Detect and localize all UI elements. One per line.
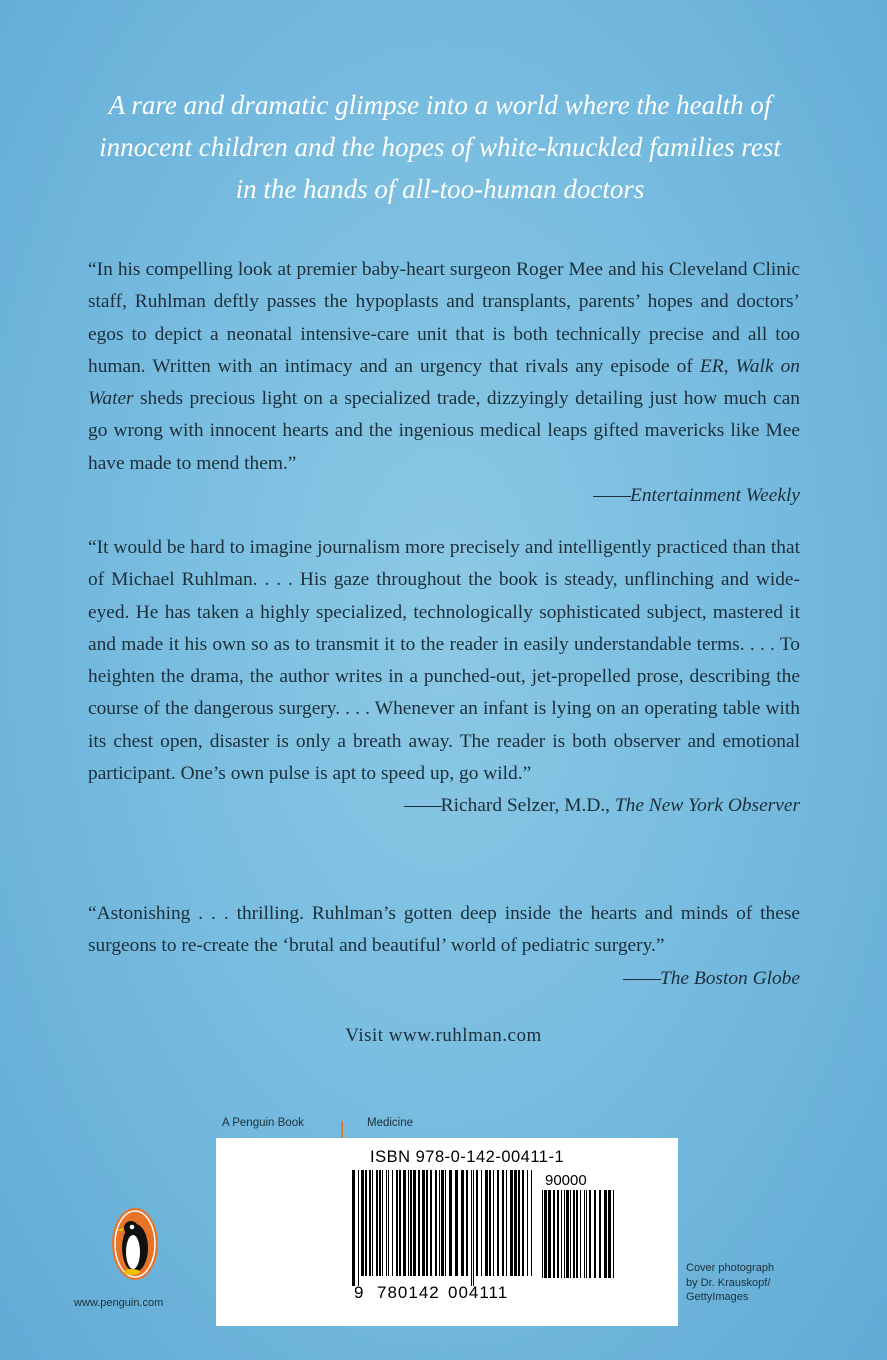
barcode-bar [430, 1170, 432, 1276]
quote-source: The Boston Globe [659, 967, 800, 989]
barcode-bar [352, 1170, 355, 1286]
barcode-bar [365, 1170, 367, 1276]
barcode-bar [485, 1170, 488, 1276]
quote-attribution [88, 480, 800, 512]
barcode-bar [481, 1170, 482, 1276]
barcode-bar [497, 1170, 499, 1276]
quote-attribution [88, 963, 800, 995]
barcode-bar [439, 1170, 440, 1276]
penguin-website[interactable]: www.penguin.com [74, 1297, 164, 1309]
quote-author: Richard Selzer, M.D., [440, 795, 615, 817]
barcode-bar [369, 1170, 371, 1276]
tagline: A rare and dramatic glimpse into a world where the health of innocent children and the hopes of white-knuckled families rest in the hands of all-too-human doctors [99, 90, 781, 204]
attribution-dash: —— [623, 967, 660, 989]
barcode-bar [493, 1170, 494, 1276]
barcode-bar [522, 1170, 524, 1276]
category-label: Medicine [367, 1117, 414, 1129]
barcode-bar [544, 1190, 547, 1278]
barcode-bar [506, 1170, 507, 1276]
review-quote-new-york-observer [88, 532, 800, 822]
barcode-bar [382, 1170, 383, 1276]
barcode-bar [570, 1190, 571, 1278]
barcode-bar [376, 1170, 378, 1276]
barcode-bar [418, 1170, 420, 1276]
barcode-bar [608, 1190, 611, 1278]
barcode-bar [510, 1170, 513, 1276]
barcode-bar [441, 1170, 444, 1276]
quote-text [88, 254, 800, 480]
barcode-bar [584, 1190, 585, 1278]
barcode-bar [576, 1190, 578, 1278]
barcode-bar [403, 1170, 406, 1276]
barcode-bar [604, 1190, 607, 1278]
barcode-bar [396, 1170, 398, 1276]
website-link[interactable]: Visit www.ruhlman.com [345, 1025, 542, 1046]
isbn-digits-group-2: 004111 [448, 1283, 509, 1302]
barcode-bar [566, 1190, 569, 1278]
barcode-bar [471, 1170, 472, 1286]
barcode-bar [422, 1170, 425, 1276]
barcode-bar [358, 1170, 359, 1286]
barcode-bar [449, 1170, 452, 1276]
penguin-logo-icon [110, 1206, 160, 1282]
quote-text: “Astonishing . . . thrilling. Ruhlman’s gotten deep inside the hearts and minds of these surgeons to re-create the ‘brutal and beautiful’ world of pediatric surgery.” [88, 903, 800, 957]
quote-attribution [88, 790, 800, 822]
barcode-addon-icon [540, 1190, 618, 1300]
review-quote-boston-globe [88, 898, 800, 995]
quote-text-part: , [723, 355, 736, 377]
barcode-bar [388, 1170, 389, 1276]
barcode-bar [580, 1190, 581, 1278]
barcode-bar [599, 1190, 601, 1278]
attribution-dash: —— [403, 795, 441, 817]
barcode-bar [455, 1170, 458, 1276]
review-quote-entertainment-weekly [88, 254, 800, 512]
barcode-bar [473, 1170, 474, 1286]
barcode-bar [410, 1170, 412, 1276]
quote-text-part: “In his compelling look at premier baby-heart surgeon Roger Mee and his Cleveland Clinic staff, Ruhlman deftly passes the hypoplasts and transplants, parents’ hopes and doctors’ egos to depict a neonatal intensive-care unit that is both technically precise and all too human. Written with an intimacy and an urgency that rivals any episode of [88, 259, 800, 377]
barcode-bar [461, 1170, 464, 1276]
barcode-bar [553, 1190, 555, 1278]
barcode-bar [548, 1190, 551, 1278]
barcode-bar [426, 1170, 428, 1276]
quote-text-part: sheds precious light on a specialized trade, dizzyingly detailing just how much can go wrong with innocent hearts and the ingenious medical leaps gifted mavericks like Mee have made to mend them.” [88, 388, 800, 474]
isbn-digit-prefix: 9 [354, 1283, 365, 1302]
barcode-bar [564, 1190, 565, 1278]
barcode-bar [386, 1170, 387, 1276]
barcode-bar [392, 1170, 393, 1276]
barcode-bar [413, 1170, 416, 1276]
barcode-bar [518, 1170, 520, 1276]
barcode-bar [514, 1170, 517, 1276]
barcode-bar [573, 1190, 575, 1278]
publisher-label: A Penguin Book [222, 1117, 304, 1129]
barcode-bar [527, 1170, 528, 1276]
quote-source: Entertainment Weekly [630, 485, 800, 507]
barcode-bar [586, 1190, 587, 1278]
barcode-bar [435, 1170, 437, 1276]
barcode-bar [372, 1170, 373, 1276]
barcode-bar [557, 1190, 559, 1278]
barcode-bar [399, 1170, 401, 1276]
barcode-bar [361, 1170, 364, 1276]
barcode-bar [445, 1170, 446, 1276]
isbn-label: ISBN 978-0-142-00411-1 [370, 1148, 565, 1166]
barcode-bar [476, 1170, 478, 1276]
quote-text: “It would be hard to imagine journalism more precisely and intelligently practiced than that of Michael Ruhlman. . . . His gaze throughout the book is steady, unflinching and wide-eyed. He has taken a highly specialized, technologically sophisticated subject, mastered it and made it his own so as to transmit it to the reader in easily understandable terms. . . . To heighten the drama, the author writes in a punched-out, jet-propelled prose, describing the course of the dangerous surgery. . . . Whenever an infant is lying on an operating table with its chest open, disaster is only a breath away. The reader is both observer and emotional participant. One’s own pulse is apt to speed up, go wild.” [88, 537, 800, 785]
barcode-bar [613, 1190, 614, 1278]
barcode-bar [561, 1190, 562, 1278]
quote-source: The New York Observer [614, 795, 800, 817]
quote-title-book: Walk on Water [88, 355, 800, 410]
barcode-bar [594, 1190, 596, 1278]
barcode-bar [408, 1170, 409, 1276]
isbn-digits-group-1: 780142 [377, 1283, 440, 1302]
barcode-bar [466, 1170, 468, 1276]
quote-title-er: ER [699, 355, 724, 377]
barcode-bar [589, 1190, 591, 1278]
barcode-bar [531, 1170, 532, 1276]
barcode-bar [542, 1190, 543, 1278]
photo-credit: Cover photograph by Dr. Krauskopf/ GettyImages [686, 1262, 775, 1303]
barcode-bar [379, 1170, 381, 1276]
attribution-dash: —— [593, 485, 631, 507]
barcode-bar [489, 1170, 491, 1276]
price-code: 90000 [545, 1172, 587, 1189]
barcode-icon [350, 1170, 536, 1286]
barcode-bar [502, 1170, 504, 1276]
